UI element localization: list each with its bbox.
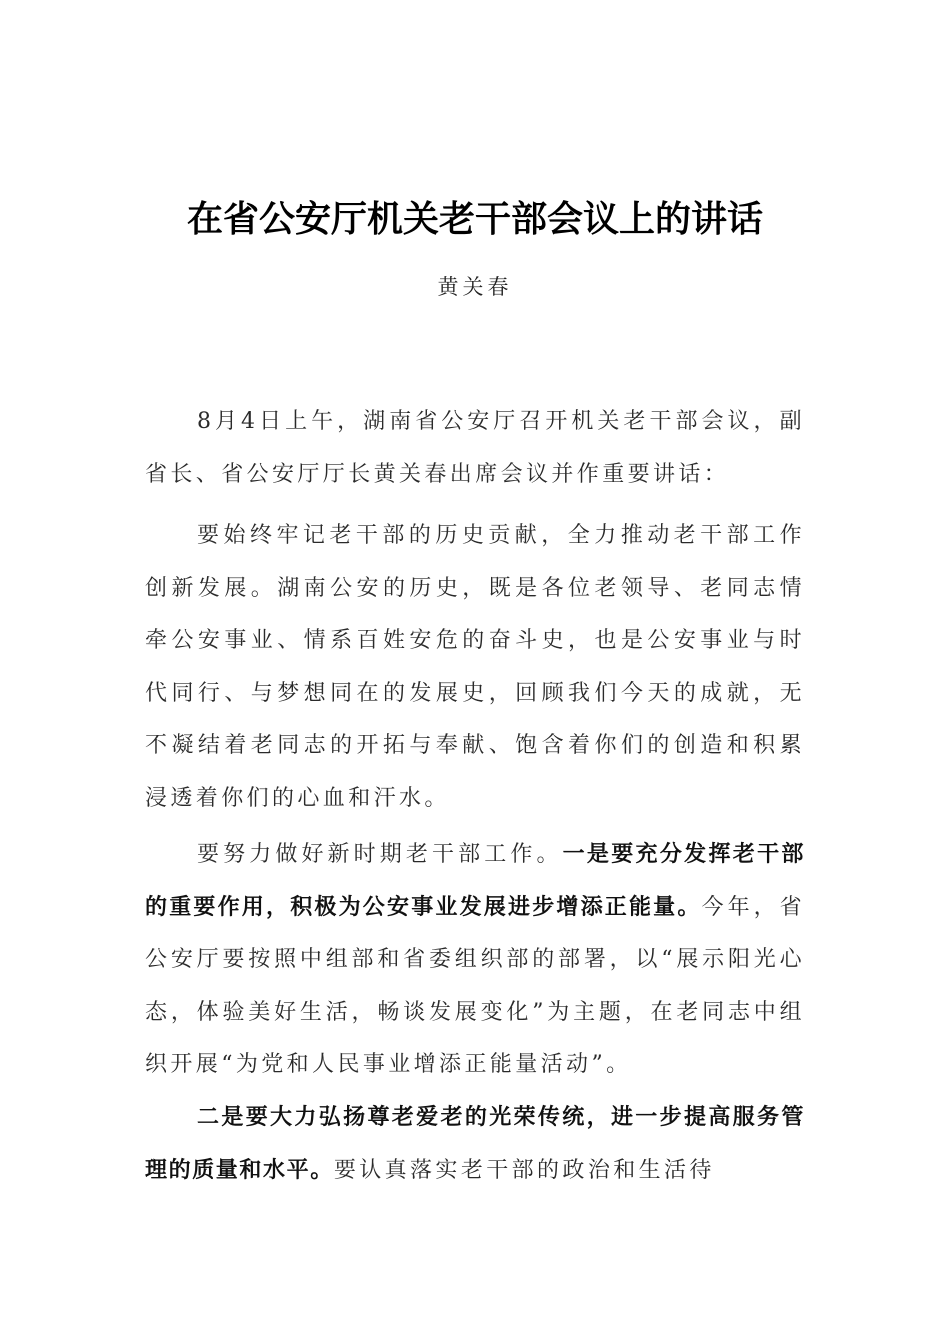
paragraph-work-rest: 今年，省公安厅要按照中组部和省委组织部的部署，以“展示阳光心态，体验美好生活，畅谈发展变化”为主题，在老同志中组织开展“为党和人民事业增添正能量活动”。 xyxy=(145,894,805,1077)
paragraph-service-rest: 要认真落实老干部的政治和生活待 xyxy=(333,1157,715,1183)
paragraph-service xyxy=(145,1092,805,1197)
paragraph-service-bold: 二是要大力弘扬尊老爱老的光荣传统，进一步提高服务管理的质量和水平。 xyxy=(145,1105,805,1183)
paragraph-work-bold: 一是要充分发挥老干部的重要作用，积极为公安事业发展进步增添正能量。 xyxy=(145,842,805,920)
paragraph-intro-text: 8月4日上午，湖南省公安厅召开机关老干部会议，副省长、省公安厅厅长黄关春出席会议并作重要讲话： xyxy=(145,409,805,487)
document-author: 黄关春 xyxy=(437,275,513,299)
document-title: 在省公安厅机关老干部会议上的讲话 xyxy=(186,199,763,240)
paragraph-work xyxy=(145,829,805,1092)
paragraph-work-lead: 要努力做好新时期老干部工作。 xyxy=(197,842,563,867)
paragraph-history xyxy=(145,510,805,825)
paragraph-history-text: 要始终牢记老干部的历史贡献，全力推动老干部工作创新发展。湖南公安的历史，既是各位老领导、老同志情牵公安事业、情系百姓安危的奋斗史，也是公安事业与时代同行、与梦想同在的发展史，回顾我们今天的成就，无不凝结着老同志的开拓与奉献、饱含着你们的创造和积累浸透着你们的心血和汗水。 xyxy=(145,523,805,811)
paragraph-intro xyxy=(145,396,805,501)
